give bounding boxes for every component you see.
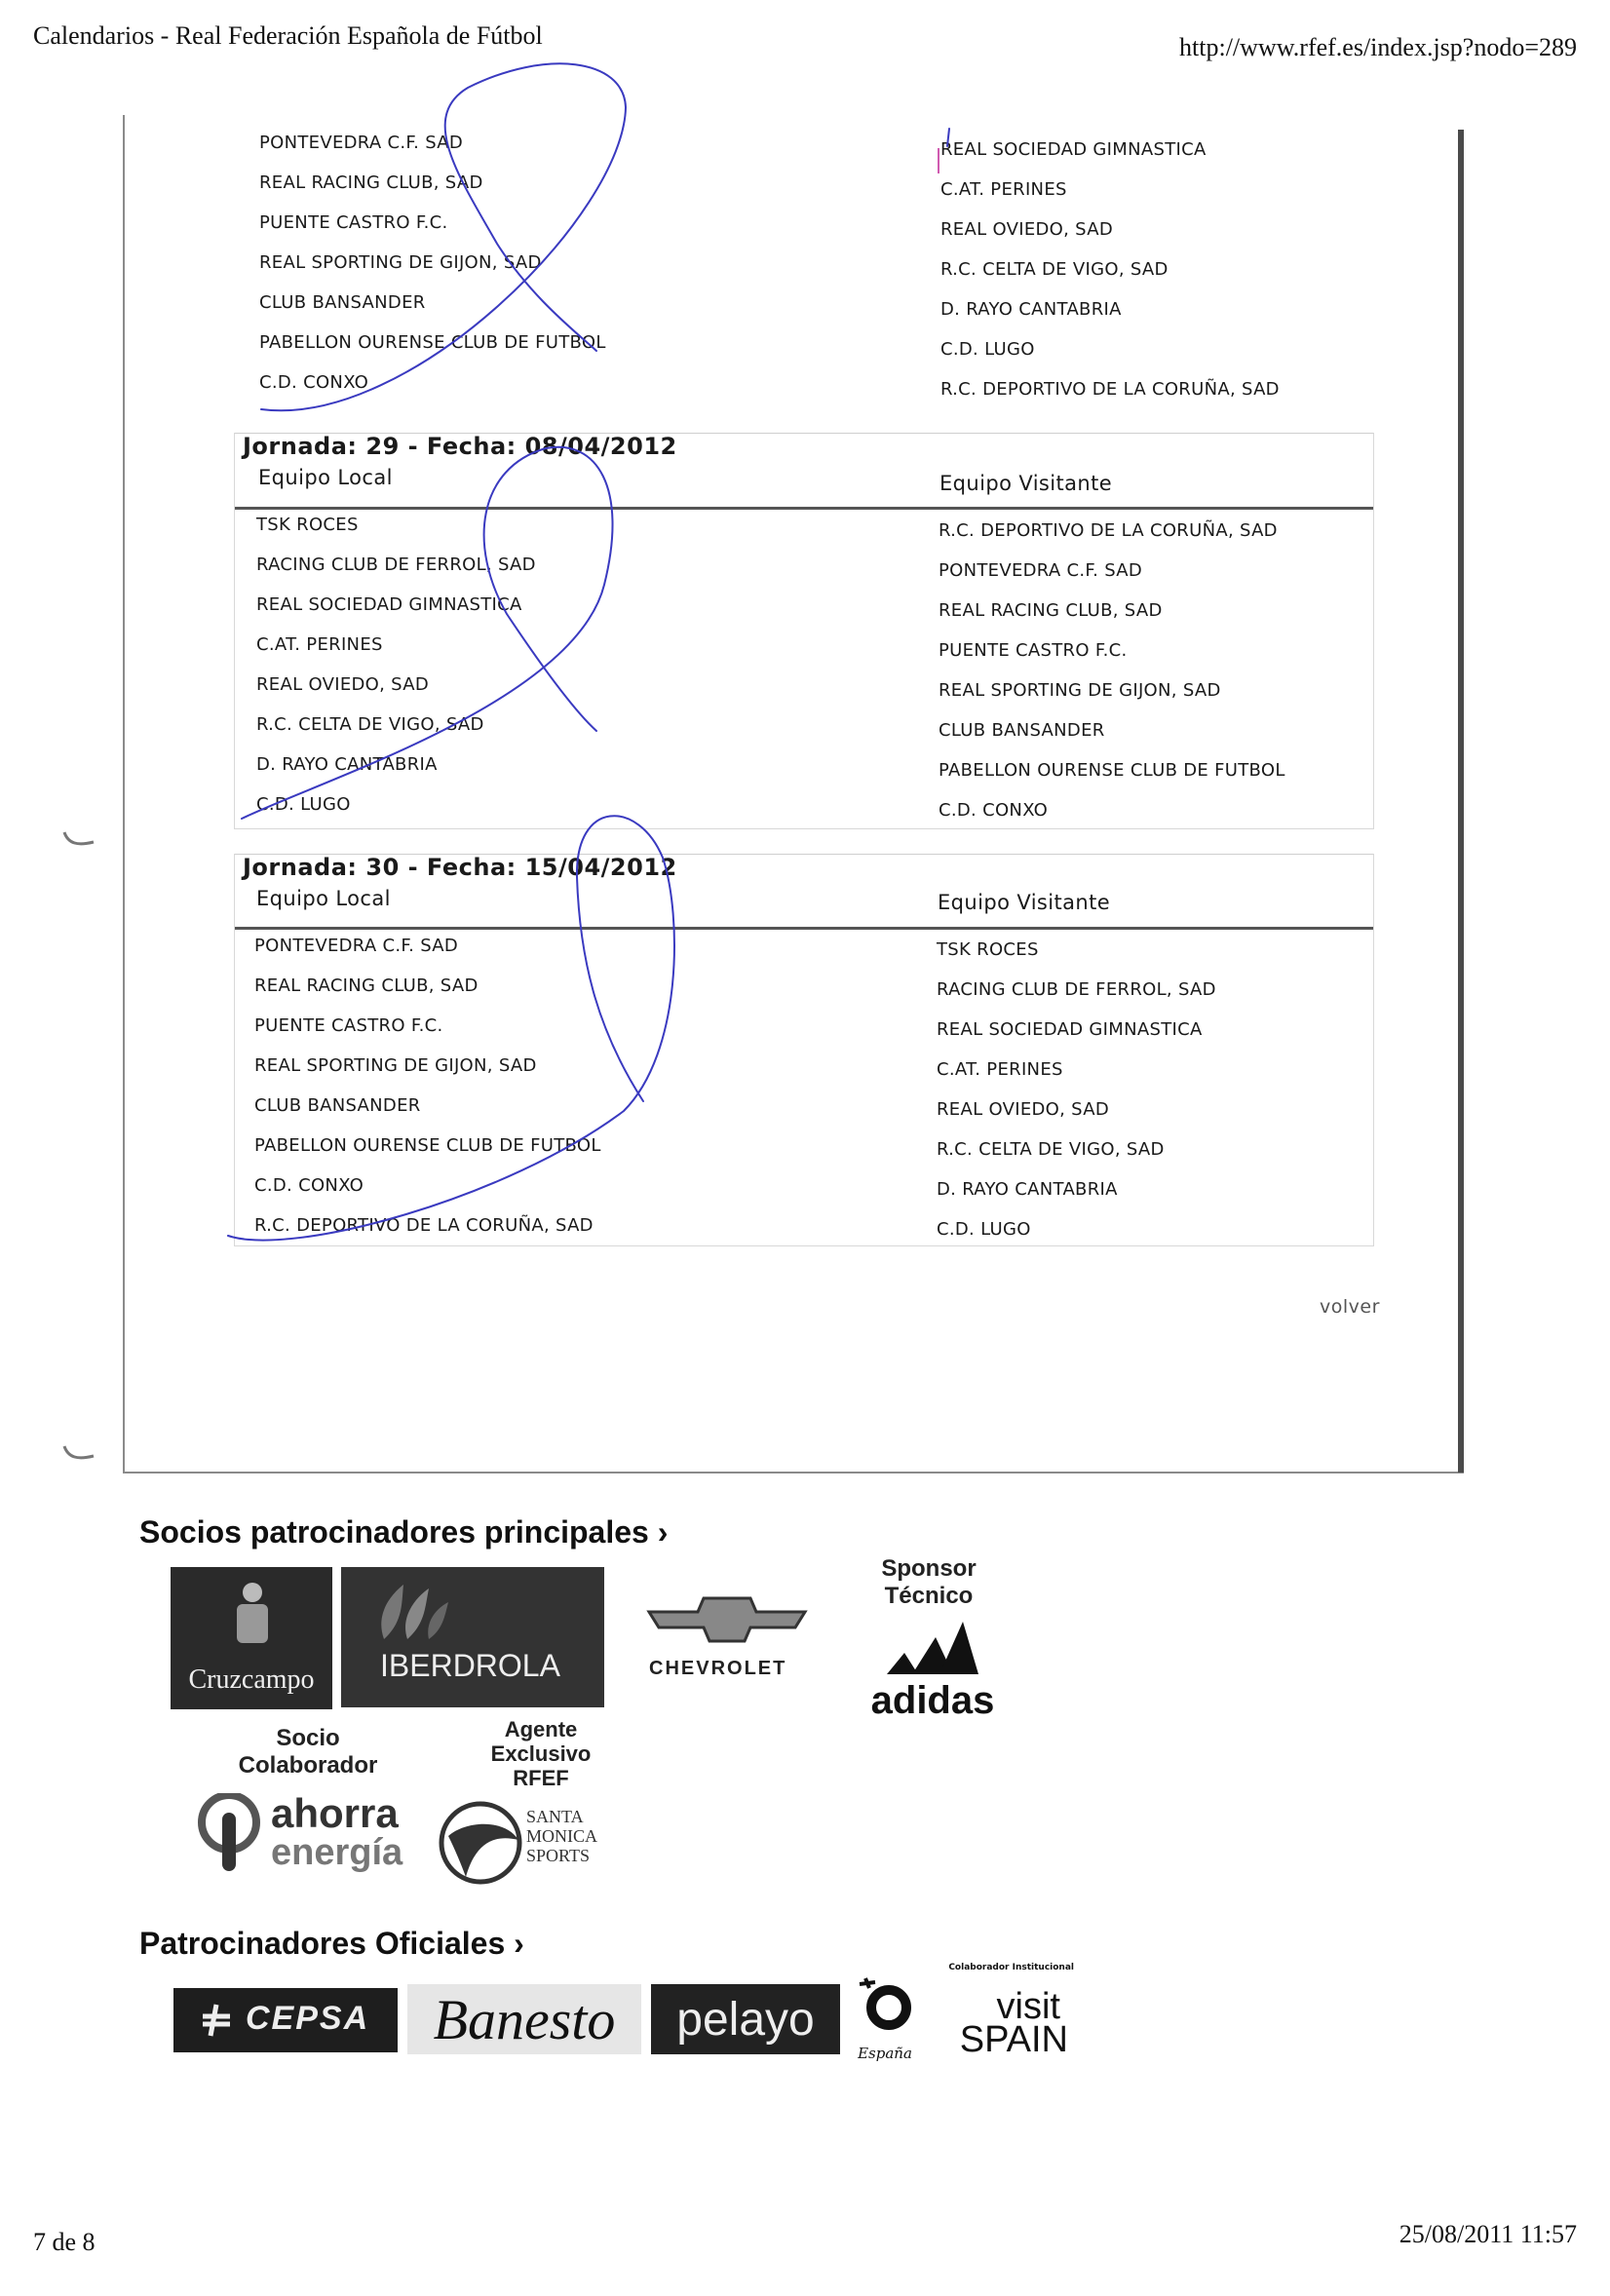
agente-exclusivo-caption: Agente Exclusivo RFEF xyxy=(490,1717,592,1790)
team-name: REAL SOCIEDAD GIMNASTICA xyxy=(256,594,522,615)
team-name: CLUB BANSANDER xyxy=(939,720,1105,741)
team-name: REAL SOCIEDAD GIMNASTICA xyxy=(940,139,1207,160)
team-name: PABELLON OURENSE CLUB DE FUTBOL xyxy=(254,1135,601,1156)
cepsa-text: CEPSA xyxy=(246,2000,370,2037)
team-name: REAL SOCIEDAD GIMNASTICA xyxy=(937,1019,1203,1040)
team-name: C.D. CONXO xyxy=(939,800,1049,821)
adidas-text: adidas xyxy=(870,1679,995,1722)
iberdrola-text: IBERDROLA xyxy=(380,1648,560,1683)
banesto-text: Banesto xyxy=(433,1987,616,2051)
team-name: C.D. LUGO xyxy=(940,339,1035,360)
team-name: PUENTE CASTRO F.C. xyxy=(259,212,448,233)
team-name: REAL RACING CLUB, SAD xyxy=(259,172,483,193)
team-name: C.D. CONXO xyxy=(254,1175,364,1196)
santa-monica-text: SANTA MONICA SPORTS xyxy=(526,1807,597,1865)
sponsor-tecnico-caption: Sponsor Técnico xyxy=(881,1555,977,1609)
team-name: RACING CLUB DE FERROL, SAD xyxy=(937,979,1216,1000)
team-name: REAL OVIEDO, SAD xyxy=(940,219,1113,240)
team-name: C.AT. PERINES xyxy=(937,1059,1063,1080)
team-name: R.C. CELTA DE VIGO, SAD xyxy=(256,714,484,735)
team-name: PUENTE CASTRO F.C. xyxy=(939,640,1128,661)
energia-text: energía xyxy=(271,1832,403,1873)
team-name: R.C. DEPORTIVO DE LA CORUÑA, SAD xyxy=(254,1215,594,1236)
chevrolet-bowtie-icon xyxy=(639,1588,815,1647)
cruzcampo-logo[interactable] xyxy=(171,1567,332,1709)
team-name: R.C. CELTA DE VIGO, SAD xyxy=(940,259,1169,280)
team-name: REAL OVIEDO, SAD xyxy=(937,1099,1109,1120)
cepsa-logo[interactable] xyxy=(173,1988,398,2052)
espana-text: España xyxy=(858,2045,912,2062)
chevrolet-logo[interactable] xyxy=(632,1588,824,1686)
round-30-away-list xyxy=(937,930,1216,1249)
ahorra-energia-logo[interactable] xyxy=(195,1790,407,1891)
team-name: C.D. LUGO xyxy=(937,1219,1031,1240)
socio-colaborador-caption: Socio Colaborador xyxy=(238,1725,378,1779)
team-name: REAL OVIEDO, SAD xyxy=(256,674,429,695)
espana-sun-icon xyxy=(856,1972,914,2031)
cruzcampo-figure-icon xyxy=(223,1579,282,1647)
team-name: REAL SPORTING DE GIJON, SAD xyxy=(259,252,542,273)
santa-monica-globe-icon xyxy=(437,1799,524,1887)
scan-mark xyxy=(58,1444,97,1464)
round-30-away-label: Equipo Visitante xyxy=(938,891,1111,914)
santa-monica-logo[interactable] xyxy=(437,1799,622,1887)
print-footer-page: 7 de 8 xyxy=(33,2228,96,2256)
print-footer-datetime: 25/08/2011 11:57 xyxy=(1399,2220,1577,2248)
team-name: PONTEVEDRA C.F. SAD xyxy=(259,133,464,153)
round-29-home-list xyxy=(256,505,536,824)
banesto-logo[interactable] xyxy=(407,1984,641,2054)
round-30-home-label: Equipo Local xyxy=(256,887,391,910)
team-name: R.C. DEPORTIVO DE LA CORUÑA, SAD xyxy=(939,520,1278,541)
print-header-url[interactable]: http://www.rfef.es/index.jsp?nodo=289 xyxy=(1179,33,1577,61)
team-name: PABELLON OURENSE CLUB DE FUTBOL xyxy=(259,332,606,353)
team-name: TSK ROCES xyxy=(256,515,359,535)
espana-logo[interactable] xyxy=(850,1972,920,2066)
team-name: C.AT. PERINES xyxy=(256,634,383,655)
team-name: REAL SPORTING DE GIJON, SAD xyxy=(254,1055,537,1076)
adidas-logo[interactable] xyxy=(862,1618,1004,1723)
spain-text: SPAIN xyxy=(959,2019,1068,2060)
team-name: PUENTE CASTRO F.C. xyxy=(254,1015,443,1036)
hand-pointer-icon xyxy=(195,1793,263,1887)
round-29-away-label: Equipo Visitante xyxy=(939,472,1113,495)
visit-spain-logo[interactable] xyxy=(920,1963,1074,2060)
colaborador-institucional-text: Colaborador Institucional xyxy=(948,1963,1074,1972)
content-frame-right-border xyxy=(1458,130,1464,1473)
team-name: REAL RACING CLUB, SAD xyxy=(939,600,1163,621)
cepsa-emblem-icon xyxy=(197,2001,236,2040)
team-name: D. RAYO CANTABRIA xyxy=(256,754,438,775)
team-name: D. RAYO CANTABRIA xyxy=(937,1179,1118,1200)
scan-mark xyxy=(58,830,97,850)
team-name: PABELLON OURENSE CLUB DE FUTBOL xyxy=(939,760,1285,781)
round-29-away-list xyxy=(939,511,1285,830)
team-name: CLUB BANSANDER xyxy=(254,1095,421,1116)
prev-round-home-list xyxy=(259,123,606,402)
iberdrola-logo[interactable] xyxy=(341,1567,604,1707)
team-name: PONTEVEDRA C.F. SAD xyxy=(939,560,1143,581)
pelayo-text: pelayo xyxy=(676,1993,815,2046)
cruzcampo-text: Cruzcampo xyxy=(188,1665,315,1695)
team-name: C.AT. PERINES xyxy=(940,179,1067,200)
pelayo-logo[interactable] xyxy=(651,1984,840,2054)
team-name: R.C. DEPORTIVO DE LA CORUÑA, SAD xyxy=(940,379,1280,400)
adidas-stripes-icon xyxy=(883,1618,980,1676)
team-name: REAL SPORTING DE GIJON, SAD xyxy=(939,680,1221,701)
ahorra-text: ahorra xyxy=(271,1790,399,1836)
team-name: CLUB BANSANDER xyxy=(259,292,426,313)
main-sponsors-title[interactable]: Socios patrocinadores principales › xyxy=(139,1514,669,1550)
team-name: TSK ROCES xyxy=(937,939,1039,960)
visit-text: visit xyxy=(996,1986,1060,2027)
team-name: D. RAYO CANTABRIA xyxy=(940,299,1122,320)
team-name: REAL RACING CLUB, SAD xyxy=(254,976,479,996)
team-name: R.C. CELTA DE VIGO, SAD xyxy=(937,1139,1165,1160)
team-name: PONTEVEDRA C.F. SAD xyxy=(254,936,459,956)
team-name: C.D. CONXO xyxy=(259,372,369,393)
iberdrola-leaves-icon xyxy=(374,1583,452,1641)
volver-link[interactable]: volver xyxy=(1320,1296,1380,1318)
team-name: C.D. LUGO xyxy=(256,794,351,815)
round-30-title: Jornada: 30 - Fecha: 15/04/2012 xyxy=(243,854,677,881)
print-header-title: Calendarios - Real Federación Española de Fútbol xyxy=(33,21,543,50)
chevrolet-text: CHEVROLET xyxy=(649,1658,787,1679)
prev-round-away-list xyxy=(940,130,1280,409)
round-30-home-list xyxy=(254,926,601,1245)
team-name: RACING CLUB DE FERROL, SAD xyxy=(256,555,536,575)
round-29-home-label: Equipo Local xyxy=(258,466,393,489)
official-sponsors-title[interactable]: Patrocinadores Oficiales › xyxy=(139,1926,524,1961)
round-29-title: Jornada: 29 - Fecha: 08/04/2012 xyxy=(243,433,677,460)
